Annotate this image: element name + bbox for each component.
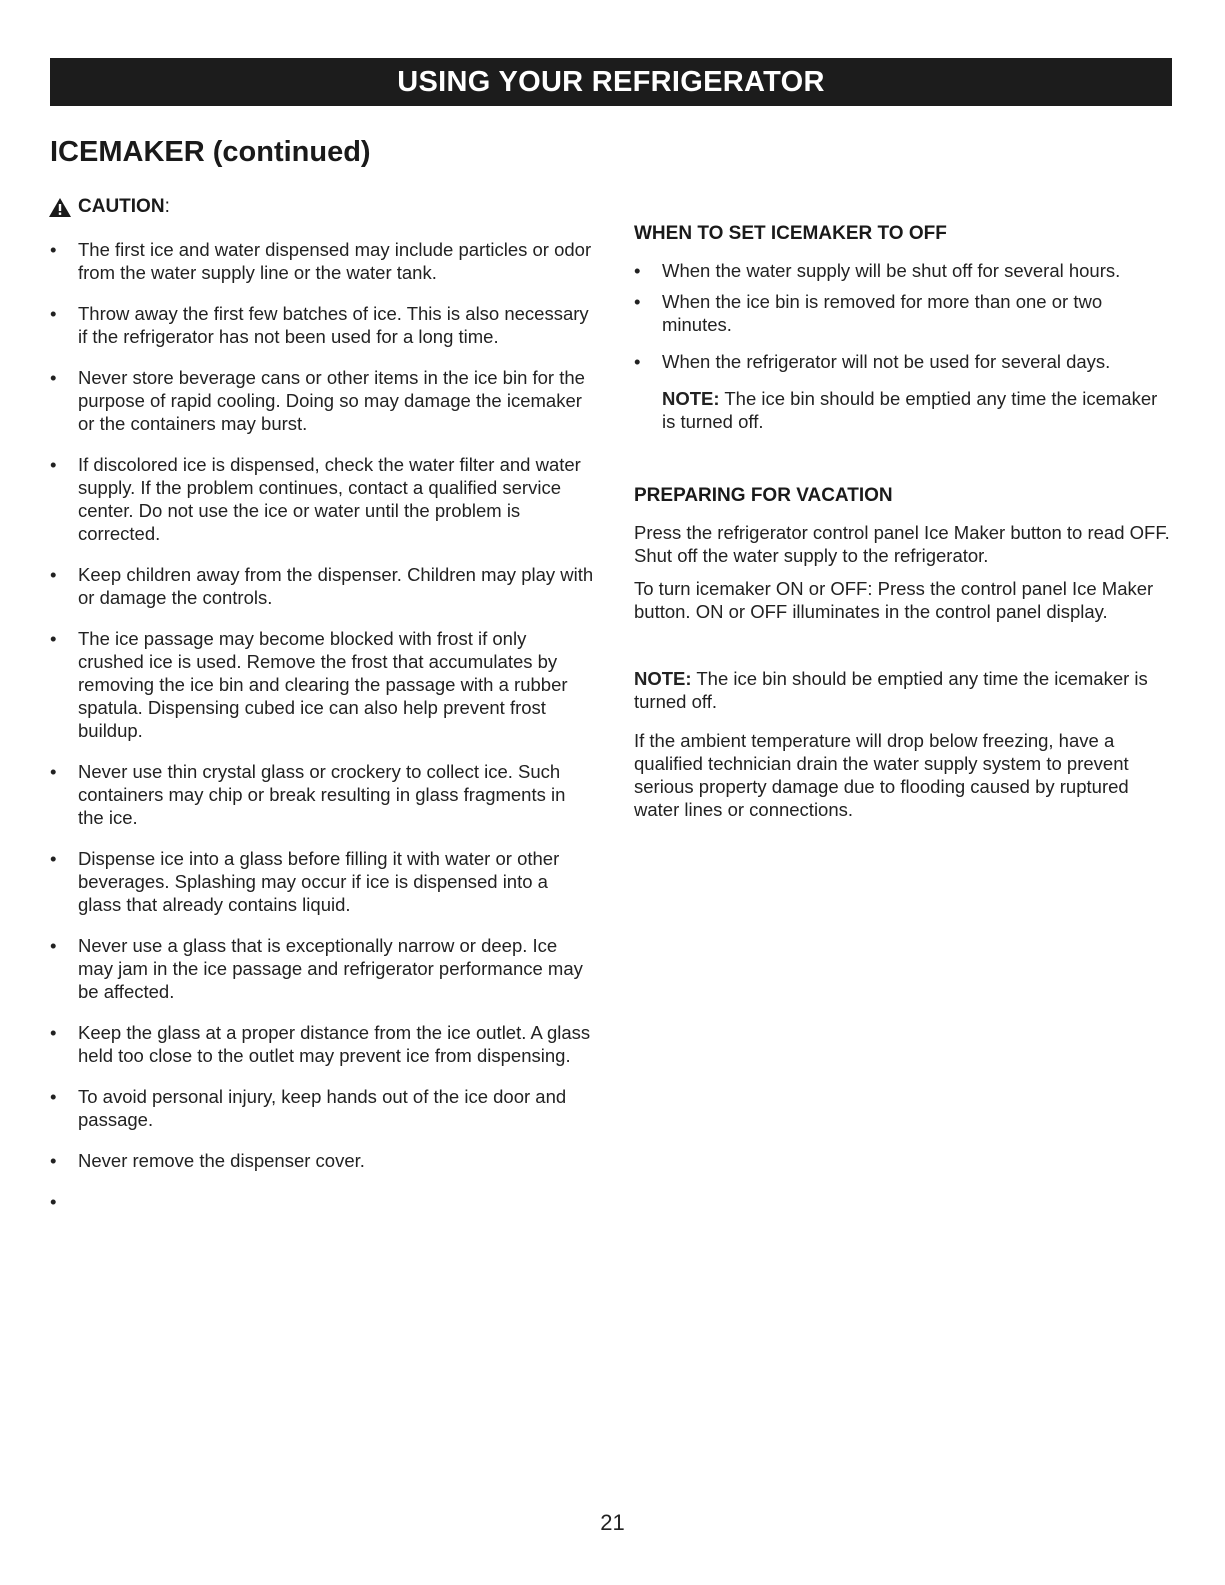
vacation-paragraph-1: Press the refrigerator control panel Ice Maker button to read OFF. Shut off the water supply to the refrigerator. (634, 522, 1170, 566)
note-label: NOTE: (634, 668, 692, 689)
vacation-note (634, 667, 1174, 713)
list-item-text: Never use a glass that is exceptionally narrow or deep. Ice may jam in the ice passage and refrigerator performance may be affected. (78, 935, 583, 1002)
bullet-icon: • (50, 1086, 57, 1107)
list-item-text: Keep the glass at a proper distance from the ice outlet. A glass held too close to the outlet may prevent ice from dispensing. (78, 1022, 591, 1066)
bullet-icon: • (50, 628, 57, 649)
list-item (50, 1021, 595, 1067)
right-column (634, 223, 1174, 837)
bullet-icon: • (50, 761, 57, 782)
list-item-text: Dispense ice into a glass before filling it with water or other beverages. Splashing may occur if ice is dispensed into a glass that already contains liquid. (78, 848, 560, 915)
caution-list (50, 238, 595, 1212)
list-item-text: To avoid personal injury, keep hands out of the ice door and passage. (78, 1086, 567, 1130)
list-item (50, 934, 595, 1003)
list-item (50, 847, 595, 916)
warning-triangle-icon (48, 197, 72, 218)
bullet-icon: • (634, 260, 641, 281)
bullet-icon: • (50, 1191, 57, 1212)
bullet-icon: • (50, 303, 57, 324)
bullet-icon: • (50, 848, 57, 869)
bullet-icon: • (50, 239, 57, 260)
bullet-icon: • (634, 291, 641, 312)
when-off-list (634, 259, 1174, 373)
list-item (50, 627, 595, 742)
page-title: ICEMAKER (continued) (50, 136, 371, 168)
vacation-paragraph-2: To turn icemaker ON or OFF: Press the control panel Ice Maker button. ON or OFF illuminates in the control panel display. (634, 578, 1154, 622)
list-item (50, 563, 595, 609)
bullet-icon: • (50, 564, 57, 585)
list-item-text: When the ice bin is removed for more than one or two minutes. (662, 291, 1103, 335)
list-item (50, 760, 595, 829)
list-item-text: Keep children away from the dispenser. Children may play with or damage the controls. (78, 564, 594, 608)
page-number: 21 (600, 1510, 625, 1535)
when-off-heading: WHEN TO SET ICEMAKER TO OFF (634, 223, 947, 244)
list-item-text: When the water supply will be shut off for several hours. (662, 260, 1121, 281)
caution-heading (48, 196, 170, 218)
list-item-text: If discolored ice is dispensed, check the water filter and water supply. If the problem continues, contact a qualified service center. Do not use the ice or water until the problem is corrected. (78, 454, 581, 544)
vacation-paragraph-3: If the ambient temperature will drop below freezing, have a qualified technician drain the water supply system to prevent serious property damage due to flooding caused by ruptured water lines or connections. (634, 730, 1129, 820)
caution-colon: : (164, 196, 170, 217)
note-text: The ice bin should be emptied any time the icemaker is turned off. (662, 388, 1158, 432)
bullet-icon: • (50, 454, 57, 475)
list-item (50, 366, 595, 435)
list-item (50, 1149, 595, 1172)
list-item (634, 259, 1174, 282)
list-item-text: When the refrigerator will not be used for several days. (662, 351, 1111, 372)
note-label: NOTE: (662, 388, 720, 409)
bullet-icon: • (50, 935, 57, 956)
section-banner: USING YOUR REFRIGERATOR (50, 58, 1172, 106)
list-item (634, 350, 1174, 373)
vacation-heading: PREPARING FOR VACATION (634, 485, 893, 506)
caution-column (50, 238, 595, 1212)
list-item-text: The first ice and water dispensed may include particles or odor from the water supply line or the water tank. (78, 239, 592, 283)
bullet-icon: • (50, 367, 57, 388)
list-item (50, 238, 595, 284)
list-item-text: The ice passage may become blocked with frost if only crushed ice is used. Remove the frost that accumulates by removing the ice bin and clearing the passage with a rubber spatula. Dispensing cubed ice can also help prevent frost buildup. (78, 628, 568, 741)
list-item (50, 1085, 595, 1131)
caution-label: CAUTION (78, 196, 165, 217)
bullet-icon: • (50, 1150, 57, 1171)
list-item (634, 290, 1174, 336)
list-item (50, 302, 595, 348)
list-item-text: Never remove the dispenser cover. (78, 1150, 365, 1171)
bullet-icon: • (50, 1022, 57, 1043)
when-off-note (634, 387, 1174, 433)
note-text: The ice bin should be emptied any time the icemaker is turned off. (634, 668, 1148, 712)
list-item-text: Never store beverage cans or other items in the ice bin for the purpose of rapid cooling. Doing so may damage the icemaker or the containers may burst. (78, 367, 585, 434)
list-item-text: Never use thin crystal glass or crockery to collect ice. Such containers may chip or break resulting in glass fragments in the ice. (78, 761, 566, 828)
list-item-text: Throw away the first few batches of ice. This is also necessary if the refrigerator has not been used for a long time. (78, 303, 589, 347)
bullet-icon: • (634, 351, 641, 372)
list-item (50, 453, 595, 545)
